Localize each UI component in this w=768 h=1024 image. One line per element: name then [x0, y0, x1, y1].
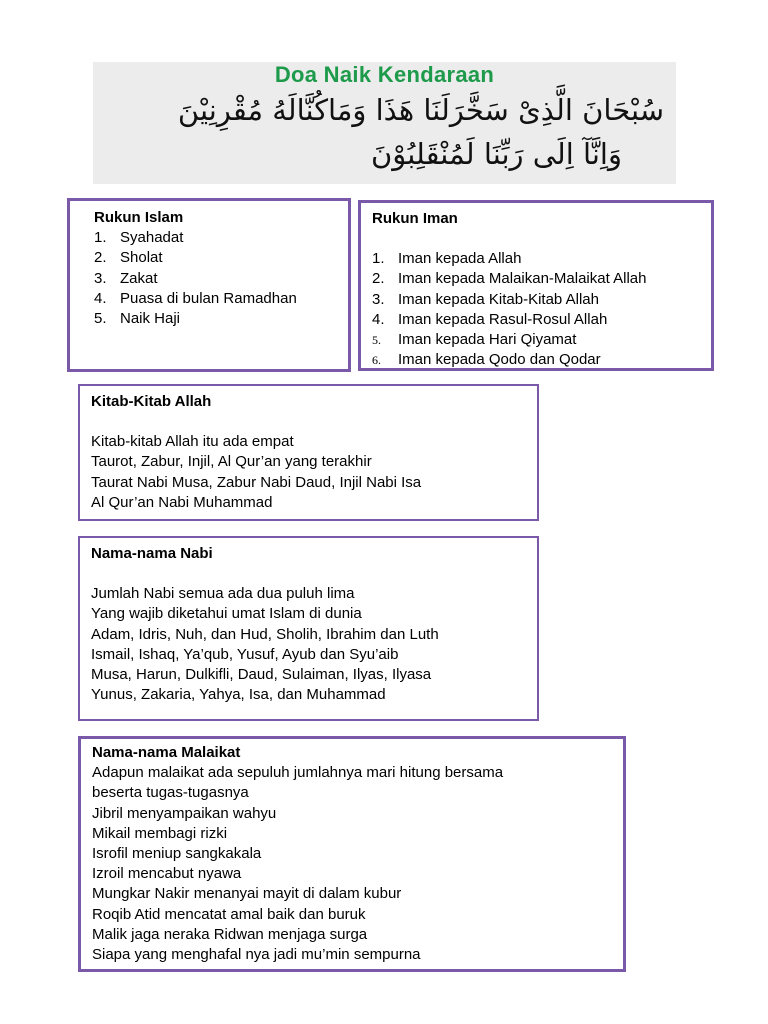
list-number: 4.	[372, 310, 385, 328]
text-line: Adapun malaikat ada sepuluh jumlahnya mari hitung bersama	[92, 764, 504, 782]
text-line: Jibril menyampaikan wahyu	[92, 804, 277, 822]
list-number: 1.	[372, 250, 385, 268]
rukun-iman-title: Rukun Iman	[372, 210, 458, 227]
text-line: beserta tugas-tugasnya	[92, 784, 249, 802]
kitab-allah-box	[78, 384, 539, 521]
list-number: 2.	[372, 270, 385, 288]
nama-malaikat-title: Nama-nama Malaikat	[92, 744, 241, 761]
banner-title: Doa Naik Kendaraan	[274, 62, 495, 87]
text-line: Izroil mencabut nyawa	[92, 865, 242, 883]
spacer	[372, 229, 711, 249]
list-text: Zakat	[120, 269, 158, 287]
list-item	[372, 350, 711, 370]
text-line: Musa, Harun, Dulkifli, Daud, Sulaiman, Ilyas, Ilyasa	[91, 666, 432, 684]
list-number: 2.	[94, 249, 107, 267]
text-line: Yunus, Zakaria, Yahya, Isa, dan Muhammad	[91, 686, 386, 704]
text-line: Adam, Idris, Nuh, dan Hud, Sholih, Ibrahim dan Luth	[91, 625, 439, 643]
list-text: Sholat	[120, 249, 163, 267]
list-text: Iman kepada Rasul-Rosul Allah	[398, 310, 608, 328]
nama-nabi-title: Nama-nama Nabi	[91, 545, 213, 562]
spacer	[91, 412, 537, 432]
list-number: 4.	[94, 289, 107, 307]
list-item	[372, 330, 711, 350]
rukun-iman-list	[372, 249, 711, 370]
list-item	[372, 310, 711, 330]
text-line: Al Qur’an Nabi Muhammad	[91, 493, 273, 511]
list-number: 3.	[94, 269, 107, 287]
arabic-prayer-line-1: سُبْحَانَ الَّذِىْ سَخَّرَلَنَا هَذَا وَمَاكُنَّالَهُ مُقْرِنِيْنَ	[177, 93, 664, 127]
text-line: Malik jaga neraka Ridwan menjaga surga	[92, 925, 368, 943]
list-item	[94, 269, 348, 289]
text-line: Siapa yang menghafal nya jadi mu’min sempurna	[92, 946, 421, 964]
list-item	[94, 248, 348, 268]
text-line: Yang wajib diketahui umat Islam di dunia	[91, 605, 362, 623]
text-line: Roqib Atid mencatat amal baik dan buruk	[92, 905, 366, 923]
rukun-islam-title: Rukun Islam	[94, 209, 184, 226]
list-number: 5.	[372, 333, 381, 348]
rukun-iman-box	[358, 200, 714, 371]
text-line: Mungkar Nakir menanyai mayit di dalam kubur	[92, 885, 402, 903]
kitab-allah-title: Kitab-Kitab Allah	[91, 393, 212, 410]
list-number: 6.	[372, 353, 381, 368]
nama-nabi-box	[78, 536, 539, 721]
list-text: Naik Haji	[120, 310, 181, 328]
list-item	[372, 249, 711, 269]
list-item	[372, 290, 711, 310]
text-line: Ismail, Ishaq, Ya’qub, Yusuf, Ayub dan Syu’aib	[91, 645, 399, 663]
arabic-prayer-line-2: وَاِنَّآ اِلَى رَبِّنَا لَمُنْقَلِبُوْنَ	[370, 137, 622, 171]
list-text: Iman kepada Hari Qiyamat	[398, 331, 577, 349]
text-line: Taurot, Zabur, Injil, Al Qur’an yang terakhir	[91, 453, 372, 471]
list-number: 5.	[94, 310, 107, 328]
list-item	[94, 289, 348, 309]
text-line: Mikail membagi rizki	[92, 824, 228, 842]
text-line: Kitab-kitab Allah itu ada empat	[91, 433, 294, 451]
list-item	[94, 309, 348, 329]
list-text: Syahadat	[120, 229, 184, 247]
rukun-islam-list	[94, 228, 348, 329]
list-text: Iman kepada Allah	[398, 250, 522, 268]
list-text: Iman kepada Kitab-Kitab Allah	[398, 290, 599, 308]
text-line: Isrofil meniup sangkakala	[92, 845, 262, 863]
list-text: Puasa di bulan Ramadhan	[120, 289, 297, 307]
doa-banner	[93, 62, 676, 184]
list-text: Iman kepada Malaikan-Malaikat Allah	[398, 270, 647, 288]
list-item	[372, 269, 711, 289]
nama-malaikat-box	[78, 736, 626, 972]
list-number: 1.	[94, 229, 107, 247]
text-line: Jumlah Nabi semua ada dua puluh lima	[91, 585, 355, 603]
list-number: 3.	[372, 290, 385, 308]
rukun-islam-box	[67, 198, 351, 372]
list-text: Iman kepada Qodo dan Qodar	[398, 351, 601, 369]
list-item	[94, 228, 348, 248]
text-line: Taurat Nabi Musa, Zabur Nabi Daud, Injil Nabi Isa	[91, 473, 422, 491]
spacer	[91, 564, 537, 584]
